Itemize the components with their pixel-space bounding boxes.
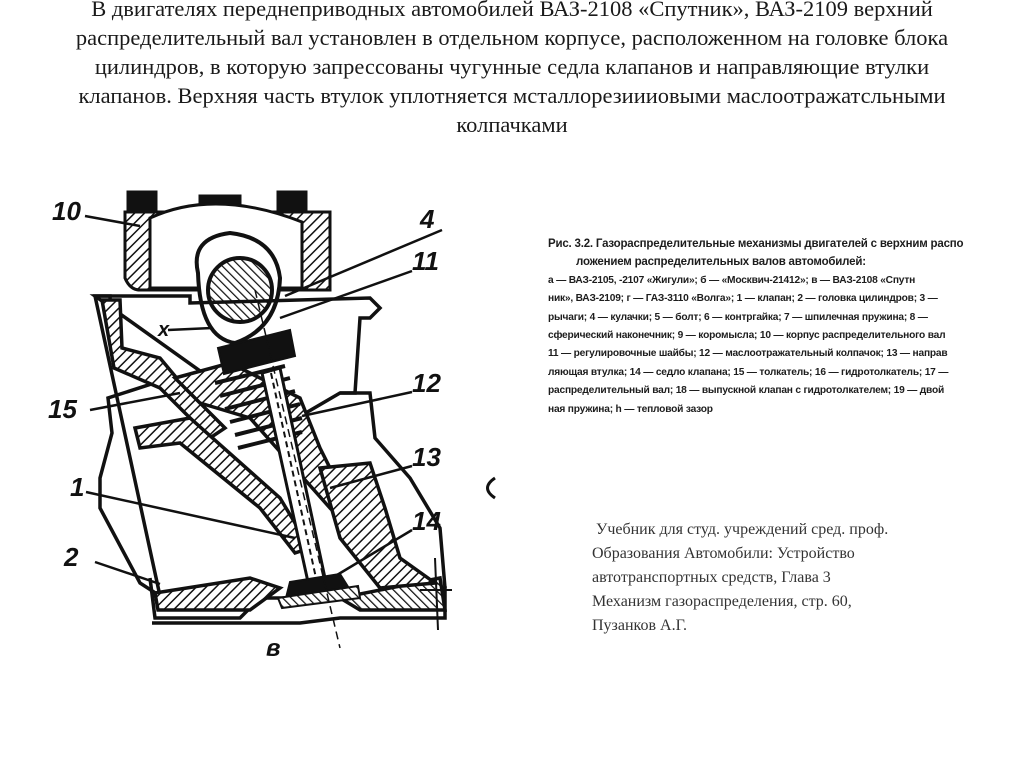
label-x: х [158,319,170,341]
caption-line: распределительный вал; 18 — выпускной клапан с гидротолкателем; 19 — двой [548,385,945,397]
heading-line: клапанов. Верхняя часть втулок уплотняется мсталлорезиииовыми маслоотражатсльными [78,83,946,108]
figure-caption [548,235,978,419]
caption-line: рычаги; 4 — кулачки; 5 — болт; 6 — контргайка; 7 — шпилечная пружина; 8 — [548,311,928,323]
caption-line: а — ВАЗ-2105, -2107 «Жигули»; б — «Москвич-21412»; в — ВАЗ-2108 «Спутн [548,274,916,286]
valve-mechanism-diagram [40,178,510,668]
label-10: 10 [52,196,81,226]
caption-title: Рис. 3.2. Газораспределительные механизмы двигателей с верхним распо [548,238,964,250]
label-15: 15 [48,394,77,424]
slide-heading [0,0,1024,139]
caption-line: ная пружина; h — тепловой зазор [548,403,713,415]
label-13: 13 [412,442,441,472]
source-line: автотранспортных средств, Глава 3 [592,569,831,586]
caption-title-continued: ложением распределительных валов автомобилей: [576,256,866,269]
source-line: Пузанков А.Г. [592,617,688,634]
source-line: Механизм газораспределения, стр. 60, [592,593,852,610]
camshaft-housing [125,192,330,343]
margin-mark [488,478,496,498]
heading-line: В двигателях переднеприводных автомобилей ВАЗ-2108 «Спутник», ВАЗ-2109 верхний [91,0,933,21]
heading-line: распределительный вал установлен в отдельном корпусе, расположенном на головке блока [75,25,949,50]
label-14: 14 [412,506,441,536]
caption-line: 11 — регулировочные шайбы; 12 — маслоотражательный колпачок; 13 — направ [548,348,948,360]
label-2: 2 [64,542,79,572]
label-11: 11 [412,246,439,276]
caption-line: ляющая втулка; 14 — седло клапана; 15 — толкатель; 16 — гидротолкатель; 17 — [548,366,949,378]
source-reference [592,518,992,638]
source-line: Учебник для студ. учреждений сред. проф. [596,521,889,538]
label-4: 4 [420,204,435,234]
label-1: 1 [70,472,85,502]
caption-line: сферический наконечник; 9 — коромысла; 10 — корпус распределительного вал [548,330,946,342]
heading-line: колпачками [456,112,568,137]
heading-line: цилиндров, в которую запрессованы чугунные седла клапанов и направляющие втулки [94,54,930,79]
label-12: 12 [412,368,441,398]
source-line: Образования Автомобили: Устройство [592,545,855,562]
label-v: в [266,635,281,662]
caption-line: ник», ВАЗ-2109; г — ГАЗ-3110 «Волга»; 1 — клапан; 2 — головка цилиндров; 3 — [548,293,938,305]
